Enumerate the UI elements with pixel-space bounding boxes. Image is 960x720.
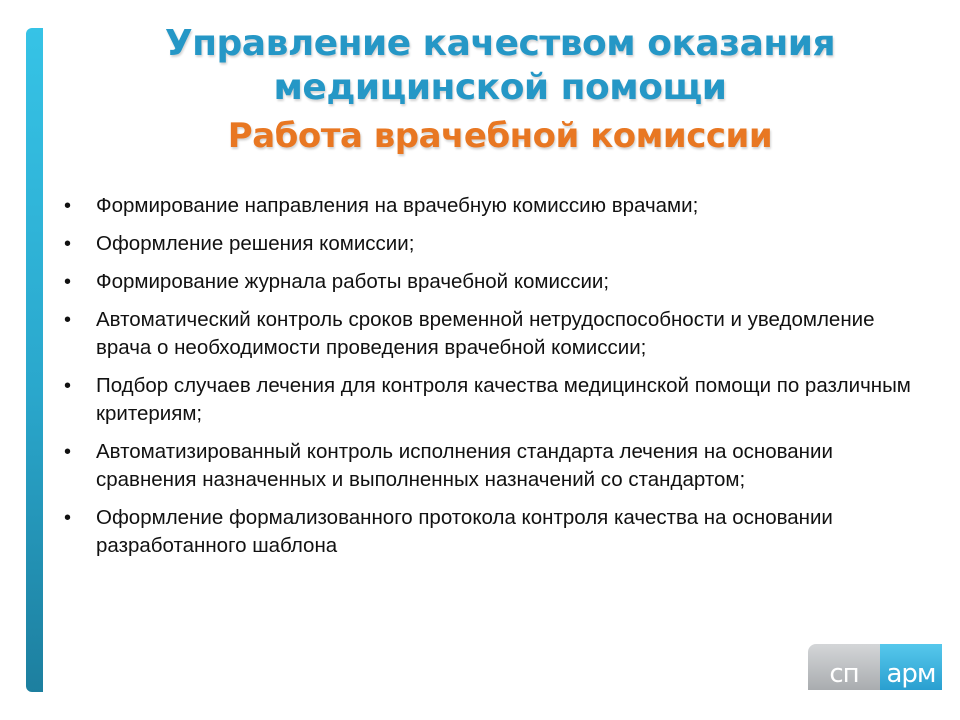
bullet-text: Оформление решения комиссии;	[96, 232, 415, 255]
bullet-text: Формирование направления на врачебную комиссию врачами;	[96, 194, 699, 217]
bullet-text: Подбор случаев лечения для контроля качества медицинской помощи по различным критериям;	[96, 374, 911, 425]
bullet-text: Автоматизированный контроль исполнения стандарта лечения на основании сравнения назначенных и выполненных назначений со стандартом;	[96, 440, 833, 491]
bullet-list	[62, 192, 912, 570]
logo-left-text: сп	[829, 659, 859, 689]
slide-subtitle: Работа врачебной комиссии	[227, 116, 773, 156]
bullet-icon: •	[64, 271, 72, 293]
accent-bar	[26, 28, 43, 692]
logo-right-text: арм	[886, 659, 936, 689]
company-logo	[808, 644, 942, 690]
bullet-text: Автоматический контроль сроков временной нетрудоспособности и уведомление врача о необходимости проведения врачебной комиссии;	[96, 308, 875, 359]
bullet-item	[62, 192, 912, 220]
bullet-text: Формирование журнала работы врачебной комиссии;	[96, 270, 610, 293]
bullet-item	[62, 230, 912, 258]
logo-right-block	[880, 644, 942, 690]
bullet-item	[62, 372, 912, 428]
slide-title-line-1: Управление качеством оказания	[164, 23, 836, 64]
bullet-item	[62, 306, 912, 362]
bullet-icon: •	[64, 375, 72, 397]
bullet-item	[62, 438, 912, 494]
bullet-icon: •	[64, 507, 72, 529]
bullet-icon: •	[64, 195, 72, 217]
bullet-item	[62, 268, 912, 296]
bullet-text: Оформление формализованного протокола контроля качества на основании разработанного шаблона	[96, 506, 833, 557]
bullet-icon: •	[64, 441, 72, 463]
title-block	[60, 22, 940, 158]
bullet-icon: •	[64, 309, 72, 331]
bullet-icon: •	[64, 233, 72, 255]
slide-title-line-2: медицинской помощи	[273, 67, 727, 108]
bullet-item	[62, 504, 912, 560]
logo-left-block	[808, 644, 880, 690]
